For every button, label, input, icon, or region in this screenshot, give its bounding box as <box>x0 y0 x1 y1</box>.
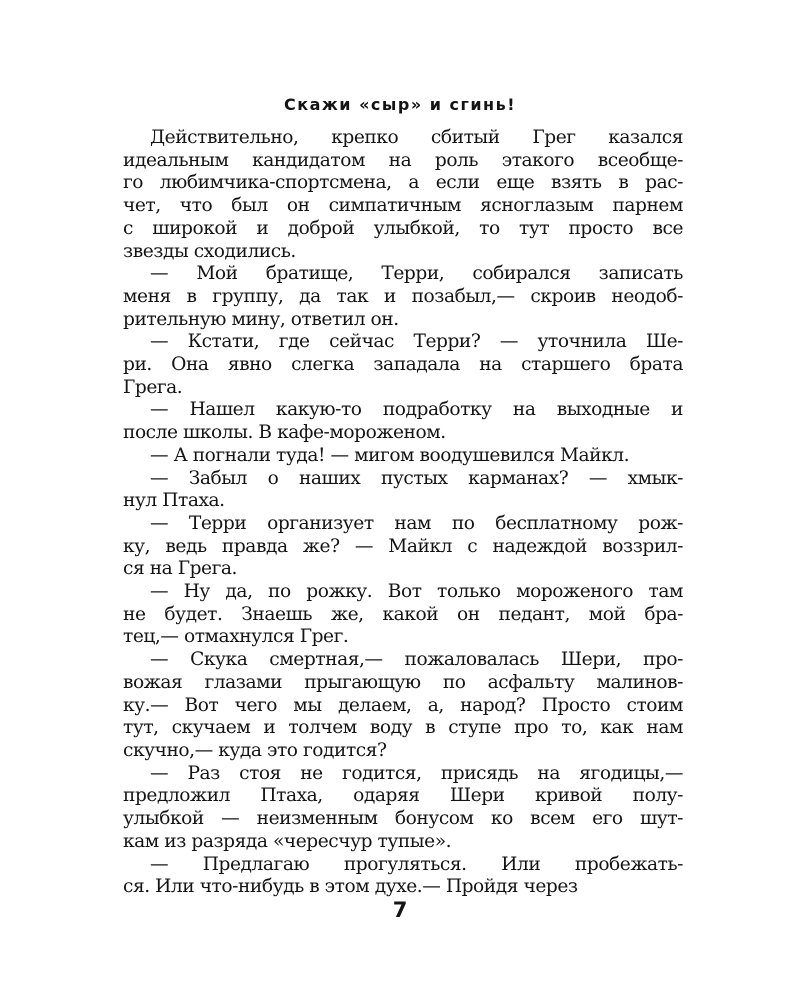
text-line: звезды сходились. <box>123 240 296 262</box>
text-line: предложил Птаха, одаряя Шери кривой полу- <box>123 785 683 807</box>
text-line: ся на Грега. <box>123 558 237 580</box>
text-line: скучно,— куда это годится? <box>123 739 387 761</box>
text-line: — Кстати, где сейчас Терри? — уточнила Ше- <box>150 331 683 353</box>
text-line: — Нашел какую-то подработку на выходные и <box>150 399 683 421</box>
text-line: го любимчика-спортсмена, а если еще взять в рас- <box>123 172 683 194</box>
text-line: кам из разряда «чересчур тупые». <box>123 830 452 852</box>
paragraph <box>123 581 683 649</box>
text-line: Действительно, крепко сбитый Грег казался <box>150 127 683 148</box>
text-line: меня в группу, да так и позабыл,— скроив неодоб- <box>123 285 683 307</box>
text-line: не будет. Знаешь же, какой он педант, мой бра- <box>123 603 683 625</box>
text-line: после школы. В кафе-мороженом. <box>123 422 446 444</box>
paragraph <box>123 513 683 581</box>
text-line: тец,— отмахнулся Грег. <box>123 626 349 648</box>
text-line: нул Птаха. <box>123 490 225 512</box>
text-line: тут, скучаем и толчем воду в ступе про то, как нам <box>123 717 683 739</box>
text-body <box>123 127 683 899</box>
text-line: чет, что был он симпатичным ясноглазым парнем <box>123 195 683 217</box>
running-header-title: Скажи «сыр» и сгинь! <box>283 95 517 114</box>
text-line: — Раз стоя не годится, присядь на ягодицы,— <box>150 762 683 784</box>
paragraph <box>123 649 683 763</box>
text-line: ку, ведь правда же? — Майкл с надеждой воззрил- <box>123 535 683 557</box>
text-line: — Терри организует нам по бесплатному рож- <box>150 512 683 534</box>
paragraph <box>123 763 683 854</box>
paragraph <box>123 127 683 263</box>
paragraph <box>123 468 683 513</box>
text-line: идеальным кандидатом на роль этакого всеобще- <box>123 149 683 171</box>
paragraph <box>123 399 683 444</box>
text-line: ку.— Вот чего мы делаем, а, народ? Просто стоим <box>123 694 683 716</box>
text-line: — Мой братище, Терри, собирался записать <box>150 263 683 285</box>
text-line: Грега. <box>123 376 183 398</box>
paragraph <box>123 263 683 331</box>
text-line: ся. Или что-нибудь в этом духе.— Пройдя через <box>123 876 578 898</box>
text-line: — А погнали туда! — мигом воодушевился Майкл. <box>150 444 630 466</box>
text-line: — Ну да, по рожку. Вот только мороженого там <box>150 581 683 603</box>
text-line: — Скука смертная,— пожаловалась Шери, про- <box>150 649 683 671</box>
text-line: ри. Она явно слегка западала на старшего брата <box>123 354 683 376</box>
text-line: улыбкой — неизменным бонусом ко всем его шут- <box>123 808 683 830</box>
paragraph <box>123 854 683 899</box>
page-number: 7 <box>392 898 408 922</box>
text-line: — Забыл о наших пустых карманах? — хмык- <box>150 467 683 489</box>
paragraph <box>123 331 683 399</box>
text-line: рительную мину, ответил он. <box>123 308 399 330</box>
text-line: с широкой и доброй улыбкой, то тут просто все <box>123 217 683 239</box>
paragraph <box>123 445 683 468</box>
text-line: вожая глазами прыгающую по асфальту малинов- <box>123 671 683 693</box>
text-line: — Предлагаю прогуляться. Или пробежать- <box>150 853 683 875</box>
